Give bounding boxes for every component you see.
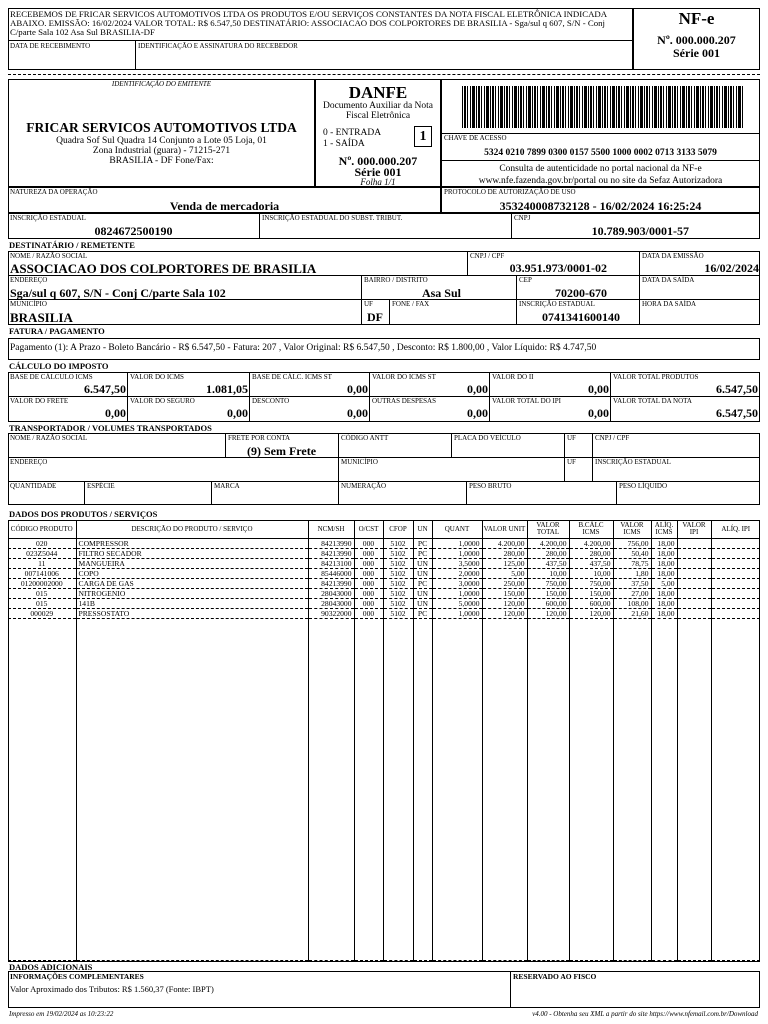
- cell-unit: PC: [413, 538, 432, 548]
- nfe-stub-series: Série 001: [673, 46, 720, 60]
- cell-icms-rate: 5,00: [651, 578, 677, 588]
- col-header-ipi-value: VALOR IPI: [677, 521, 711, 538]
- col-header-ncm: NCM/SH: [308, 521, 354, 538]
- cell-cst: 000: [354, 578, 383, 588]
- cnpj-value: 10.789.903/0001-57: [591, 224, 689, 238]
- cell-icms-rate: 18,00: [651, 568, 677, 578]
- uf-label: UF: [364, 300, 373, 308]
- transport-uf2-label: UF: [567, 458, 576, 466]
- cell-cst: 000: [354, 568, 383, 578]
- nature-label: NATUREZA DA OPERAÇÃO: [10, 188, 98, 196]
- cell-ncm: 28043000: [308, 588, 354, 598]
- cell-icms-rate: 18,00: [651, 598, 677, 608]
- cell-description: COPO: [76, 568, 308, 578]
- cell-ncm: 85446000: [308, 568, 354, 578]
- ie-label: INSCRIÇÃO ESTADUAL: [10, 214, 86, 222]
- tax-value-total-note: 6.547,50: [716, 406, 758, 420]
- danfe-number: Nº. 000.000.207: [338, 154, 418, 168]
- cell-total-value: 750,00: [527, 578, 569, 588]
- cell-quantity: 1,0000: [432, 588, 482, 598]
- tax-value-freight: 0,00: [105, 406, 126, 420]
- tax-section-title: CÁLCULO DO IMPOSTO: [9, 361, 109, 371]
- tax-value-other: 0,00: [467, 406, 488, 420]
- cell-unit: PC: [413, 578, 432, 588]
- cell-icms-value: 1,80: [613, 568, 651, 578]
- city-value: BRASILIA: [10, 310, 73, 325]
- tax-value-base-icms-st: 0,00: [347, 382, 368, 396]
- cell-ipi-rate: [711, 608, 760, 618]
- gross-weight-label: PESO BRUTO: [469, 482, 512, 490]
- cell-unit: PC: [413, 608, 432, 618]
- info-text: Valor Aproximado dos Tributos: R$ 1.560,37 (Fonte: IBPT): [10, 984, 214, 994]
- exit-date-label: DATA DA SAÍDA: [642, 276, 695, 284]
- danfe-subtitle2: Fiscal Eletrônica: [345, 111, 411, 121]
- cell-ipi-rate: [711, 558, 760, 568]
- cnpj-label: CNPJ: [514, 214, 531, 222]
- address-label: ENDEREÇO: [10, 276, 48, 284]
- city-label: MUNICÍPIO: [10, 300, 47, 308]
- table-row: [8, 538, 760, 548]
- tax-value-total-products: 6.547,50: [716, 382, 758, 396]
- recipient-name-label: NOME / RAZÃO SOCIAL: [10, 252, 88, 260]
- uf-value: DF: [367, 310, 383, 324]
- cell-ipi-value: [677, 568, 711, 578]
- ie-st-label: INSCRIÇÃO ESTADUAL DO SUBST. TRIBUT.: [262, 214, 403, 222]
- address-value: Sga/sul q 607, S/N - Conj C/parte Sala 102: [10, 286, 226, 300]
- cell-unit: UN: [413, 558, 432, 568]
- transport-address-label: ENDEREÇO: [10, 458, 48, 466]
- cell-ncm: 28043000: [308, 598, 354, 608]
- cell-ipi-rate: [711, 568, 760, 578]
- recipient-name: ASSOCIACAO DOS COLPORTORES DE BRASILIA: [10, 261, 317, 276]
- col-header-icms-base: B.CÁLC ICMS: [569, 521, 613, 538]
- cell-quantity: 3,0000: [432, 578, 482, 588]
- tax-value-ii: 0,00: [588, 382, 609, 396]
- protocol-value: 353240008732128 - 16/02/2024 16:25:24: [499, 199, 702, 213]
- danfe-type-value: 1: [414, 126, 432, 147]
- cell-icms-value: 37,50: [613, 578, 651, 588]
- cell-ncm: 90322000: [308, 608, 354, 618]
- cell-total-value: 437,50: [527, 558, 569, 568]
- col-header-unit: UN: [413, 521, 432, 538]
- consult-text2: www.nfe.fazenda.gov.br/portal ou no site da Sefaz Autorizadora: [478, 176, 723, 186]
- table-row: [8, 598, 760, 608]
- cell-icms-base: 4.200,00: [569, 538, 613, 548]
- cell-code: 023Z5044: [26, 548, 58, 558]
- tax-value-insurance: 0,00: [227, 406, 248, 420]
- tax-label-base-icms: BASE DE CÁLCULO ICMS: [10, 373, 93, 381]
- products-section-title: DADOS DOS PRODUTOS / SERVIÇOS: [9, 509, 158, 519]
- cell-ipi-rate: [711, 588, 760, 598]
- cell-ipi-value: [677, 578, 711, 588]
- cell-icms-value: 21,60: [613, 608, 651, 618]
- cell-code: 000029: [30, 608, 54, 618]
- tax-value-discount: 0,00: [347, 406, 368, 420]
- tax-label-base-icms-st: BASE DE CÁLC. ICMS ST: [252, 373, 332, 381]
- cell-unit: PC: [413, 548, 432, 558]
- ie-value: 0824672500190: [94, 224, 173, 238]
- cell-code: 020: [36, 538, 48, 548]
- col-header-cst: O/CST: [354, 521, 383, 538]
- freight-label: FRETE POR CONTA: [228, 434, 291, 442]
- district-label: BAIRRO / DISTRITO: [364, 276, 428, 284]
- cell-ncm: 84213990: [308, 538, 354, 548]
- nfe-stub-number: Nº. 000.000.207: [657, 33, 736, 47]
- cell-description: CARGA DE GAS: [76, 578, 308, 588]
- cell-cfop: 5102: [383, 578, 413, 588]
- brand-label: MARCA: [214, 482, 240, 490]
- col-header-unit-value: VALOR UNIT: [482, 521, 527, 538]
- freight-value: (9) Sem Frete: [246, 444, 317, 458]
- col-header-icms-rate: ALÍQ. ICMS: [651, 521, 677, 538]
- cell-ipi-value: [677, 588, 711, 598]
- cell-description: FILTRO SECADOR: [76, 548, 308, 558]
- additional-section-title: DADOS ADICIONAIS: [9, 962, 93, 972]
- cell-icms-rate: 18,00: [651, 548, 677, 558]
- danfe-title: DANFE: [348, 83, 408, 102]
- col-header-total-value: VALOR TOTAL: [527, 521, 569, 538]
- cell-code: 007141006: [24, 568, 59, 578]
- table-row: [8, 548, 760, 558]
- cell-cfop: 5102: [383, 608, 413, 618]
- cell-cfop: 5102: [383, 588, 413, 598]
- cell-quantity: 1,0000: [432, 548, 482, 558]
- table-row: [8, 558, 760, 568]
- cell-cst: 000: [354, 538, 383, 548]
- tax-value-ipi: 0,00: [588, 406, 609, 420]
- cell-icms-rate: 18,00: [651, 538, 677, 548]
- access-key-label: CHAVE DE ACESSO: [444, 134, 507, 142]
- species-label: ESPÉCIE: [87, 482, 115, 490]
- danfe-series: Série 001: [354, 165, 402, 179]
- col-header-description: DESCRIÇÃO DO PRODUTO / SERVIÇO: [76, 521, 308, 538]
- cell-cst: 000: [354, 608, 383, 618]
- recipient-ie: 0741341600140: [542, 310, 620, 324]
- cell-ncm: 84213990: [308, 578, 354, 588]
- cell-quantity: 5,0000: [432, 598, 482, 608]
- cell-cst: 000: [354, 598, 383, 608]
- danfe-exit: 1 - SAÍDA: [323, 139, 365, 149]
- cell-ipi-value: [677, 558, 711, 568]
- tax-value-icms-st: 0,00: [467, 382, 488, 396]
- cell-unit-value: 120,00: [482, 608, 527, 618]
- phone-label: FONE / FAX: [392, 300, 430, 308]
- cell-description: MANGUEIRA: [76, 558, 308, 568]
- cep-label: CEP: [519, 276, 532, 284]
- cell-icms-rate: 18,00: [651, 558, 677, 568]
- exit-time-label: HORA DA SAÍDA: [642, 300, 697, 308]
- tax-label-ii: VALOR DO II: [492, 373, 534, 381]
- products-header-row: [8, 521, 760, 538]
- cell-cst: 000: [354, 558, 383, 568]
- emitter-address2: Zona Industrial (guara) - 71215-271: [92, 146, 231, 156]
- cell-description: NITROGENIO: [76, 588, 308, 598]
- table-row: [8, 608, 760, 618]
- cell-ipi-rate: [711, 548, 760, 558]
- access-key-barcode: [462, 86, 744, 128]
- cell-ipi-value: [677, 538, 711, 548]
- cell-icms-rate: 18,00: [651, 608, 677, 618]
- tax-label-discount: DESCONTO: [252, 397, 290, 405]
- numbering-label: NUMERAÇÃO: [341, 482, 387, 490]
- cell-icms-value: 27,00: [613, 588, 651, 598]
- cell-total-value: 120,00: [527, 608, 569, 618]
- cell-code: 015: [36, 588, 48, 598]
- cell-icms-base: 120,00: [569, 608, 613, 618]
- cell-icms-value: 108,00: [613, 598, 651, 608]
- cell-total-value: 280,00: [527, 548, 569, 558]
- cell-quantity: 3,5000: [432, 558, 482, 568]
- cell-ipi-value: [677, 608, 711, 618]
- transport-ie-label: INSCRIÇÃO ESTADUAL: [595, 458, 671, 466]
- danfe-subtitle1: Documento Auxiliar da Nota: [322, 101, 433, 111]
- table-filler-row: [8, 618, 760, 960]
- cell-description: 141B: [76, 598, 308, 608]
- cell-ipi-value: [677, 548, 711, 558]
- district-value: Asa Sul: [421, 286, 461, 300]
- col-header-cfop: CFOP: [383, 521, 413, 538]
- cell-icms-rate: 18,00: [651, 588, 677, 598]
- cell-unit: UN: [413, 588, 432, 598]
- info-label: INFORMAÇÕES COMPLEMENTARES: [10, 972, 144, 981]
- receipt-date-label: DATA DE RECEBIMENTO: [10, 42, 91, 50]
- cell-ncm: 84213100: [308, 558, 354, 568]
- cell-quantity: 2,0000: [432, 568, 482, 578]
- cell-total-value: 150,00: [527, 588, 569, 598]
- emitter-name: FRICAR SERVICOS AUTOMOTIVOS LTDA: [26, 120, 297, 135]
- cell-cfop: 5102: [383, 558, 413, 568]
- cell-icms-value: 756,00: [613, 538, 651, 548]
- cell-icms-base: 150,00: [569, 588, 613, 598]
- cell-total-value: 10,00: [527, 568, 569, 578]
- tax-value-icms: 1.081,05: [206, 382, 248, 396]
- cell-icms-base: 10,00: [569, 568, 613, 578]
- printed-timestamp: Impresso em 19/02/2024 as 10:23:22: [9, 1010, 114, 1018]
- issue-date: 16/02/2024: [704, 261, 759, 275]
- emitter-address3: BRASILIA - DF Fone/Fax:: [109, 156, 214, 166]
- table-row: [8, 568, 760, 578]
- cell-quantity: 1,0000: [432, 538, 482, 548]
- cell-code: 11: [38, 558, 46, 568]
- invoice-section-title: FATURA / PAGAMENTO: [9, 326, 105, 336]
- cell-description: PRESSOSTATO: [76, 608, 308, 618]
- emitter-address1: Quadra Sof Sul Quadra 14 Conjunto a Lote 05 Loja, 01: [56, 136, 267, 146]
- recipient-cnpj: 03.951.973/0001-02: [509, 261, 607, 275]
- cell-ipi-value: [677, 598, 711, 608]
- tax-value-base-icms: 6.547,50: [84, 382, 126, 396]
- col-header-code: CÓDIGO PRODUTO: [8, 521, 76, 538]
- recipient-cnpj-label: CNPJ / CPF: [470, 252, 505, 260]
- table-row: [8, 578, 760, 588]
- danfe-page: Folha 1/1: [360, 177, 396, 187]
- products-table: [8, 521, 760, 961]
- danfe-entry: 0 - ENTRADA: [323, 128, 382, 138]
- receipt-text: RECEBEMOS DE FRICAR SERVICOS AUTOMOTIVOS LTDA OS PRODUTOS E/OU SERVIÇOS CONSTANTES DA NOTA FISCAL ELETRÔNICA INDICADA ABAIXO. EMISSÃO: 16/02/2024 VALOR TOTAL: R$ 6.547,50 DESTINATÁRIO: ASSOCIACAO DOS COLPORTORES DE BRASILIA - Sga/sul q 607, S/N - Conj C/parte Sala 102 Asa Sul BRASILIA-DF: [10, 9, 607, 37]
- cell-ipi-rate: [711, 538, 760, 548]
- cell-ipi-rate: [711, 578, 760, 588]
- col-header-ipi-rate: ALÍQ. IPI: [711, 521, 760, 538]
- tax-label-insurance: VALOR DO SEGURO: [130, 397, 195, 405]
- recipient-ie-label: INSCRIÇÃO ESTADUAL: [519, 300, 595, 308]
- cell-unit-value: 280,00: [482, 548, 527, 558]
- cell-cst: 000: [354, 588, 383, 598]
- cell-unit-value: 4.200,00: [482, 538, 527, 548]
- table-row: [8, 588, 760, 598]
- tax-label-total-products: VALOR TOTAL PRODUTOS: [613, 373, 699, 381]
- cell-cfop: 5102: [383, 548, 413, 558]
- transport-section-title: TRANSPORTADOR / VOLUMES TRANSPORTADOS: [9, 423, 212, 433]
- col-header-quantity: QUANT: [432, 521, 482, 538]
- consult-text1: Consulta de autenticidade no portal nacional da NF-e: [499, 164, 702, 174]
- issue-date-label: DATA DA EMISSÃO: [642, 252, 704, 260]
- cell-unit-value: 125,00: [482, 558, 527, 568]
- tax-label-freight: VALOR DO FRETE: [10, 397, 69, 405]
- cell-icms-base: 280,00: [569, 548, 613, 558]
- cell-icms-value: 50,40: [613, 548, 651, 558]
- cell-total-value: 4.200,00: [527, 538, 569, 548]
- reserved-label: RESERVADO AO FISCO: [513, 972, 597, 981]
- tax-label-total-note: VALOR TOTAL DA NOTA: [613, 397, 692, 405]
- recipient-section-title: DESTINATÁRIO / REMETENTE: [9, 240, 135, 250]
- cell-icms-base: 437,50: [569, 558, 613, 568]
- cell-ncm: 84213990: [308, 548, 354, 558]
- cell-icms-base: 750,00: [569, 578, 613, 588]
- cell-unit-value: 5,00: [482, 568, 527, 578]
- tax-label-icms-st: VALOR DO ICMS ST: [372, 373, 436, 381]
- cell-cfop: 5102: [383, 538, 413, 548]
- cell-code: 015: [36, 598, 48, 608]
- cell-code: 01200002000: [20, 578, 63, 588]
- cell-icms-value: 78,75: [613, 558, 651, 568]
- invoice-text: Pagamento (1): A Prazo - Boleto Bancário - R$ 6.547,50 - Fatura: 207 , Valor Original: R$ 6.547,50 , Desconto: R$ 1.800,00 , Valor Líquido: R$ 4.747,50: [10, 343, 597, 353]
- col-header-icms-value: VALOR ICMS: [613, 521, 651, 538]
- access-key-value: 5324 0210 7899 0300 0157 5500 1000 0002 0713 3133 5079: [484, 148, 717, 158]
- transport-city-label: MUNICÍPIO: [341, 458, 378, 466]
- receipt-sign-label: IDENTIFICAÇÃO E ASSINATURA DO RECEBEDOR: [138, 42, 298, 50]
- cell-total-value: 600,00: [527, 598, 569, 608]
- version-text: v4.00 - Obtenha seu XML a partir do site https://www.nfemail.com.br/Download: [532, 1010, 758, 1018]
- tax-label-icms: VALOR DO ICMS: [130, 373, 184, 381]
- cell-description: COMPRESSOR: [76, 538, 308, 548]
- plate-label: PLACA DO VEÍCULO: [454, 434, 521, 442]
- cell-unit: UN: [413, 598, 432, 608]
- emitter-section-label: IDENTIFICAÇÃO DO EMITENTE: [111, 80, 212, 88]
- transport-name-label: NOME / RAZÃO SOCIAL: [10, 434, 88, 442]
- net-weight-label: PESO LÍQUIDO: [619, 482, 668, 490]
- cell-cfop: 5102: [383, 568, 413, 578]
- cell-cst: 000: [354, 548, 383, 558]
- tax-label-other: OUTRAS DESPESAS: [372, 397, 436, 405]
- cell-icms-base: 600,00: [569, 598, 613, 608]
- tax-label-ipi: VALOR TOTAL DO IPI: [492, 397, 561, 405]
- nfe-title: NF-e: [678, 9, 715, 28]
- nature-value: Venda de mercadoria: [169, 199, 280, 213]
- cep-value: 70200-670: [555, 286, 607, 300]
- transport-cnpj-label: CNPJ / CPF: [595, 434, 630, 442]
- cell-ipi-rate: [711, 598, 760, 608]
- cut-line: [8, 74, 760, 75]
- cell-unit-value: 120,00: [482, 598, 527, 608]
- cell-unit-value: 150,00: [482, 588, 527, 598]
- cell-quantity: 1,0000: [432, 608, 482, 618]
- qty-label: QUANTIDADE: [10, 482, 57, 490]
- transport-uf-label: UF: [567, 434, 576, 442]
- antt-label: CÓDIGO ANTT: [341, 434, 389, 442]
- cell-unit: UN: [413, 568, 432, 578]
- cell-unit-value: 250,00: [482, 578, 527, 588]
- cell-cfop: 5102: [383, 598, 413, 608]
- protocol-label: PROTOCOLO DE AUTORIZAÇÃO DE USO: [444, 188, 576, 196]
